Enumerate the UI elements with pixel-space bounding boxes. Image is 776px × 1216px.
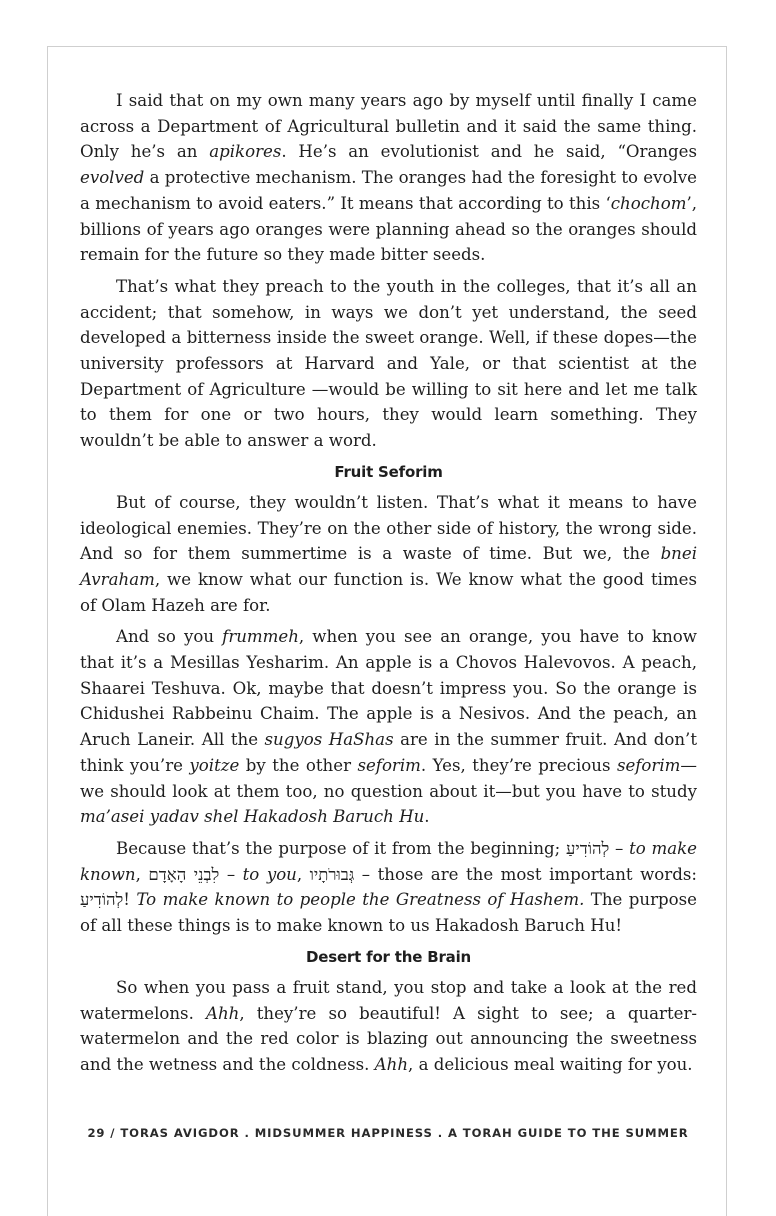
section-heading-desert-for-the-brain: Desert for the Brain — [306, 947, 471, 966]
hebrew-phrase: לִבְנֵי הָאָדָם — [148, 864, 220, 884]
page-content — [80, 88, 697, 1078]
section-heading-fruit-seforim: Fruit Seforim — [334, 462, 443, 481]
hebrew-phrase: גְּבוּרֹתָיו — [309, 864, 355, 884]
paragraph-3: But of course, they wouldn’t listen. That’s what it means to have ideological enemies. They’re on the other side of history, the wrong side. And so for them summertime is a waste of time. But we, the bnei Avraham, we know what our function is. We know what the good times of Olam Hazeh are for. — [80, 492, 697, 615]
hebrew-phrase: לְהוֹדִיעַ — [80, 890, 124, 910]
paragraph-6: So when you pass a fruit stand, you stop and take a look at the red watermelons. Ahh, they’re so beautiful! A sight to see; a quarter-watermelon and the red color is blazing out announcing the sweetness and the wetness and the coldness. Ahh, a delicious meal waiting for you. — [80, 977, 697, 1074]
hebrew-phrase: לְהוֹדִיעַ — [566, 838, 610, 858]
paragraph-4: And so you frummeh, when you see an orange, you have to know that it’s a Mesillas Yesharim. An apple is a Chovos Halevovos. A peach, Shaarei Teshuva. Ok, maybe that doesn’t impress you. So the orange is Chidushei Rabbeinu Chaim. The apple is a Nesivos. And the peach, an Aruch Laneir. All the sugyos HaShas are in the summer fruit. And don’t think you’re yoitze by the other seforim. Yes, they’re precious seforim—we should look at them too, no question about it—but you have to study ma’asei yadav shel Hakadosh Baruch Hu. — [80, 627, 697, 827]
page-footer: 29 / TORAS AVIGDOR . MIDSUMMER HAPPINESS . A TORAH GUIDE TO THE SUMMER — [87, 1126, 689, 1140]
paragraph-2: That’s what they preach to the youth in the colleges, that it’s all an accident; that somehow, in ways we don’t yet understand, the seed developed a bitterness inside the sweet orange. Well, if these dopes—the university professors at Harvard and Yale, or that scientist at the Department of Agriculture —would be willing to sit here and let me talk to them for one or two hours, they would learn something. They wouldn’t be able to answer a word. — [80, 276, 697, 451]
paragraph-1: I said that on my own many years ago by myself until finally I came across a Department of Agricultural bulletin and it said the same thing. Only he’s an apikores. He’s an evolutionist and he said, “Oranges evolved a protective mechanism. The oranges had the foresight to evolve a mechanism to avoid eaters.” It means that according to this ‘chochom’, billions of years ago oranges were planning ahead so the oranges should remain for the future so they made bitter seeds. — [80, 91, 697, 265]
paragraph-5: Because that’s the purpose of it from the beginning; לְהוֹדִיעַ – to make known, לִבְנֵי הָאָדָם – to you, גְּבוּרֹתָיו – those are the most important words: לְהוֹדִיעַ! To make known to people the Greatness of Hashem. The purpose of all these things is to make known to us Hakadosh Baruch Hu! — [80, 838, 697, 936]
